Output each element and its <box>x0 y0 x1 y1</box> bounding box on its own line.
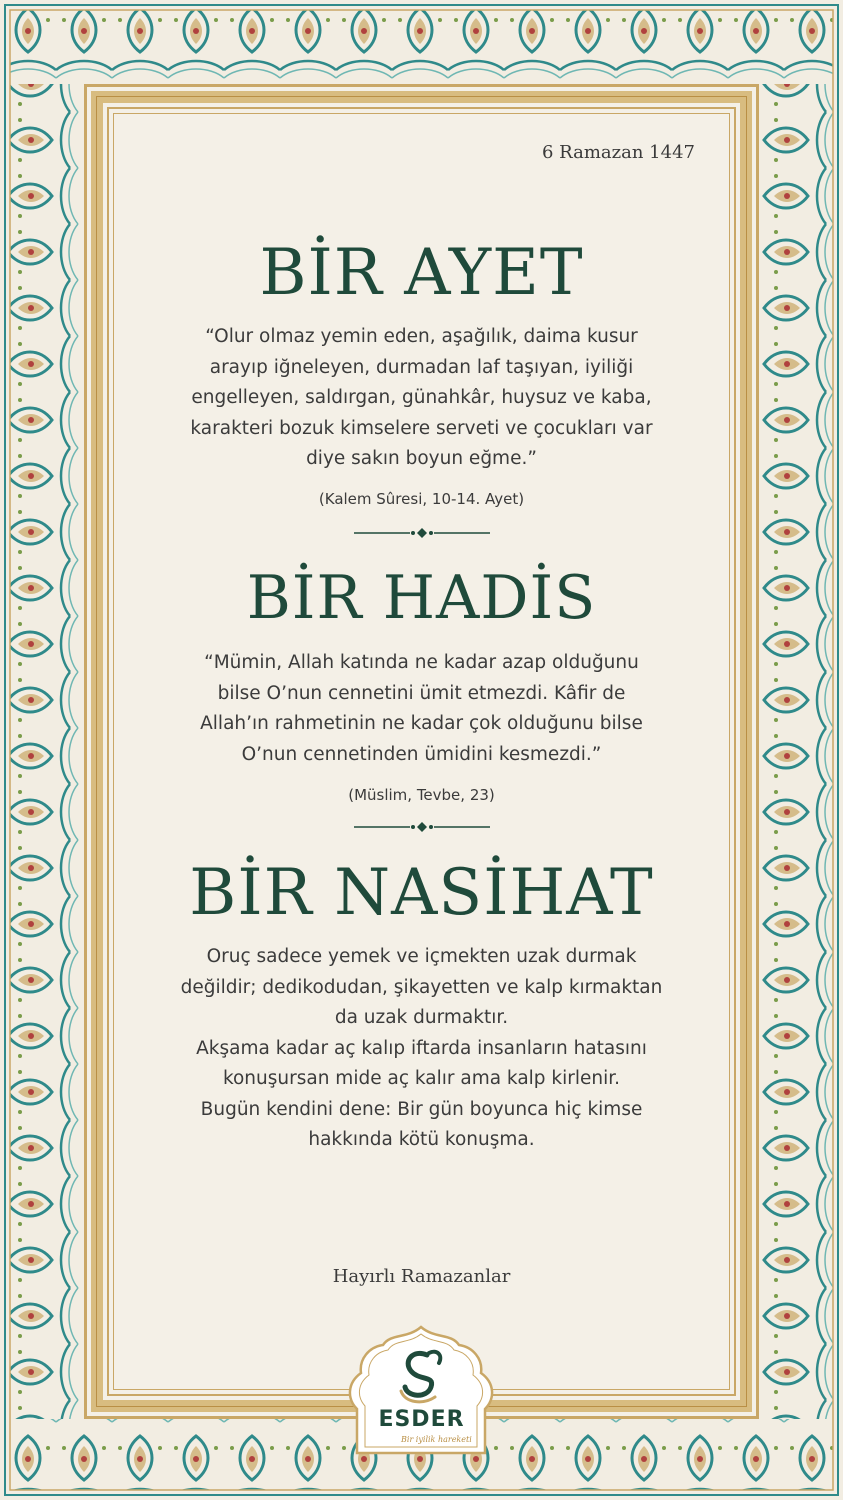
ayet-text <box>150 322 693 475</box>
ayet-line: diye sakın boyun eğme.” <box>306 448 537 469</box>
nasihat-line: Oruç sadece yemek ve içmekten uzak durmak <box>206 946 637 967</box>
ornament-divider <box>352 526 492 540</box>
esder-logo <box>343 1325 500 1455</box>
ayet-line: arayıp iğneleyen, durmadan laf taşıyan, iyiliği <box>209 356 634 378</box>
ayet-line: “Olur olmaz yemin eden, aşağılık, daima kusur <box>205 326 638 347</box>
ornament-divider <box>352 820 492 834</box>
hadis-line: Allah’ın rahmetinin ne kadar çok olduğunu bilse <box>200 713 643 734</box>
nasihat-text <box>150 942 693 1156</box>
logo-tagline: Bir iyilik hareketi <box>401 1435 472 1444</box>
logo-name: ESDER <box>378 1407 465 1432</box>
nasihat-line: Bugün kendini dene: Bir gün boyunca hiç kimse <box>200 1098 643 1120</box>
nasihat-line: da uzak durmaktır. <box>334 1007 509 1028</box>
nasihat-line: hakkında kötü konuşma. <box>308 1129 535 1150</box>
ayet-heading: BİR AYET <box>259 236 584 310</box>
hadis-line: “Mümin, Allah katında ne kadar azap olduğunu <box>204 652 639 673</box>
hadis-line: bilse O’nun cennetini ümit etmezdi. Kâfir de <box>217 682 626 704</box>
nasihat-line: değildir; dedikodudan, şikayetten ve kalp kırmaktan <box>180 976 663 998</box>
ayet-line: karakteri bozuk kimselere serveti ve çocukları var <box>190 417 653 439</box>
closing-greeting: Hayırlı Ramazanlar <box>332 1266 511 1287</box>
hadis-source: (Müslim, Tevbe, 23) <box>348 786 495 804</box>
hadis-text <box>150 648 693 770</box>
nasihat-line: konuşursan mide aç kalır ama kalp kirlenir. <box>222 1068 621 1089</box>
hijri-date: 6 Ramazan 1447 <box>541 142 695 163</box>
hadis-heading: BİR HADİS <box>246 563 597 633</box>
nasihat-line: Akşama kadar aç kalıp iftarda insanların hatasını <box>196 1037 647 1059</box>
ayet-source: (Kalem Sûresi, 10-14. Ayet) <box>318 490 525 508</box>
hadis-line: O’nun cennetinden ümidini kesmezdi.” <box>241 743 602 765</box>
ayet-line: engelleyen, saldırgan, günahkâr, huysuz ve kaba, <box>191 387 652 408</box>
nasihat-heading: BİR NASİHAT <box>189 856 654 930</box>
